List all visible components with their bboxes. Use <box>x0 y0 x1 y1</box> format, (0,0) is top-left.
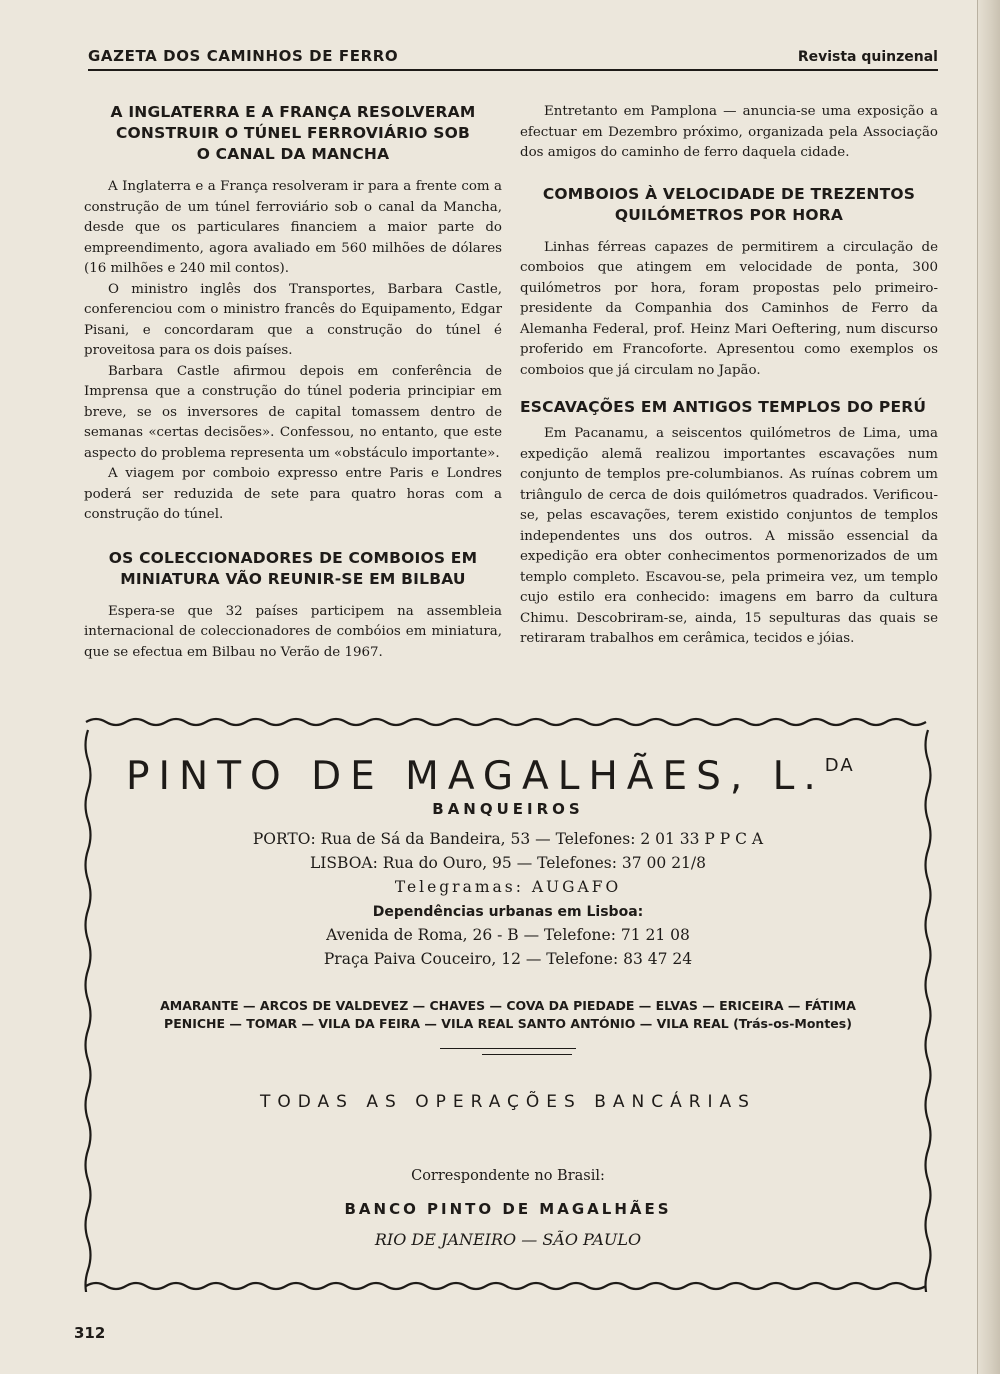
journal-subtitle: Revista quinzenal <box>797 49 938 65</box>
article-headline: ESCAVAÇÕES EM ANTIGOS TEMPLOS DO PERÚ <box>520 398 927 416</box>
dependency-entry: Avenida de Roma, 26 - B — Telefone: 71 21 08 <box>326 926 690 944</box>
branches-line: PENICHE — TOMAR — VILA DA FEIRA — VILA REAL SANTO ANTÓNIO — VILA REAL (Trás-os-Montes) <box>164 1016 852 1031</box>
dependency-entry: Praça Paiva Couceiro, 12 — Telefone: 83 47 24 <box>323 950 693 968</box>
bank-name: PINTO DE MAGALHÃES, L.$^{DA}$ <box>126 754 855 799</box>
article-high-speed-trains <box>520 184 938 382</box>
article-paragraph: O ministro inglês dos Transportes, Barbara Castle, conferenciou com o ministro francês do Equipamento, Edgar Pisani, e concordaram que a construção do túnel é proveitosa para os dois países. <box>84 281 502 358</box>
article-paragraph: Espera-se que 32 países participem na assembleia internacional de coleccionadores de combóios em miniatura, que se efectua em Bilbau no Verão de 1967. <box>84 603 502 660</box>
article-paragraph: Barbara Castle afirmou depois em conferência de Imprensa que a construção do túnel poderia principiar em breve, se os inversores de capital tomassem dentro de semanas «certas decisões». Confessou, no entanto, que este aspecto do problema representa um «obstáculo importante». <box>84 363 502 461</box>
article-miniature-collectors <box>84 548 502 664</box>
article-paragraph: A Inglaterra e a França resolveram ir para a frente com a construção de um túnel ferroviário sob o canal da Mancha, desde que os particulares financiem a maior parte do empreendimento, agora avaliado em 560 milhões de dólares (16 milhões e 240 mil contos). <box>84 179 502 276</box>
article-channel-tunnel <box>84 102 502 526</box>
article-paragraph: Em Pacanamu, a seiscentos quilómetros de Lima, uma expedição alemã realizou importantes escavações num conjunto de templos pre-columbianos. As ruínas cobrem um triângulo de cerca de dois quilómetros quadrados. Verificou-se, pelas escavações, terem existido conjuntos de templos independentes uns dos outros. A missão essencial da expedição era obter conhecimentos pormenorizados de um templo completo. Escavou-se, pela primeira vez, um templo cujo estilo era conhecido: imagens em barro da cultura Chimu. Descobriram-se, ainda, 15 sepulturas das quais se retiraram trabalhos em cerâmica, tecidos e jóias. <box>520 426 938 646</box>
porto-address: PORTO: Rua de Sá da Bandeira, 53 — Telefones: 2 01 33 P P C A <box>252 830 764 848</box>
bank-advertisement <box>82 716 934 1292</box>
page-gutter <box>977 0 1000 1374</box>
telegram-address: Telegramas: AUGAFO <box>394 878 622 896</box>
lisboa-address: LISBOA: Rua do Ouro, 95 — Telefones: 37 00 21/8 <box>310 854 706 872</box>
branches-line: AMARANTE — ARCOS DE VALDEVEZ — CHAVES — COVA DA PIEDADE — ELVAS — ERICEIRA — FÁTIMA <box>160 998 856 1013</box>
bank-tagline: BANQUEIROS <box>432 800 584 818</box>
divider-rule <box>440 1048 576 1049</box>
correspondent-label: Correspondente no Brasil: <box>411 1168 605 1184</box>
divider-rule <box>482 1054 572 1055</box>
running-header <box>88 47 938 71</box>
correspondent-bank: BANCO PINTO DE MAGALHÃES <box>344 1200 672 1218</box>
operations-slogan: TODAS AS OPERAÇÕES BANCÁRIAS <box>260 1092 756 1112</box>
pamplona-paragraph: Entretanto em Pamplona — anuncia-se uma exposição a efectuar em Dezembro próximo, organizada pela Associação dos amigos do caminho de ferro daquela cidade. <box>520 104 938 160</box>
dependencies-title: Dependências urbanas em Lisboa: <box>372 904 644 920</box>
right-column <box>520 102 938 650</box>
article-paragraph: Linhas férreas capazes de permitirem a circulação de comboios que atingem em velocidade de ponta, 300 quilómetros por hora, foram propostas pelo primeiro-presidente da Companhia dos Caminhos de Ferro da Alemanha Federal, prof. Heinz Mari Oeftering, num discurso proferido em Francoforte. Apresentou como exemplos os comboios que já circulam no Japão. <box>520 239 938 378</box>
bank-name-suffix: DA <box>824 755 855 776</box>
page-number: 312 <box>74 1324 106 1342</box>
article-headline: OS COLECCIONADORES DE COMBOIOS EM MINIATURA VÃO REUNIR-SE EM BILBAU <box>108 548 478 588</box>
article-paragraph: A viagem por comboio expresso entre Paris e Londres poderá ser reduzida de sete para quatro horas com a construção do túnel. <box>84 466 502 522</box>
journal-title: GAZETA DOS CAMINHOS DE FERRO <box>88 47 399 65</box>
article-headline: COMBOIOS À VELOCIDADE DE TREZENTOS QUILÓMETROS POR HORA <box>542 184 916 224</box>
article-peru-temples <box>520 397 938 650</box>
left-column <box>84 102 502 663</box>
article-headline: A INGLATERRA E A FRANÇA RESOLVERAM CONSTRUIR O TÚNEL FERROVIÁRIO SOB O CANAL DA MANCHA <box>110 103 476 163</box>
correspondent-cities: RIO DE JANEIRO — SÃO PAULO <box>374 1230 642 1249</box>
